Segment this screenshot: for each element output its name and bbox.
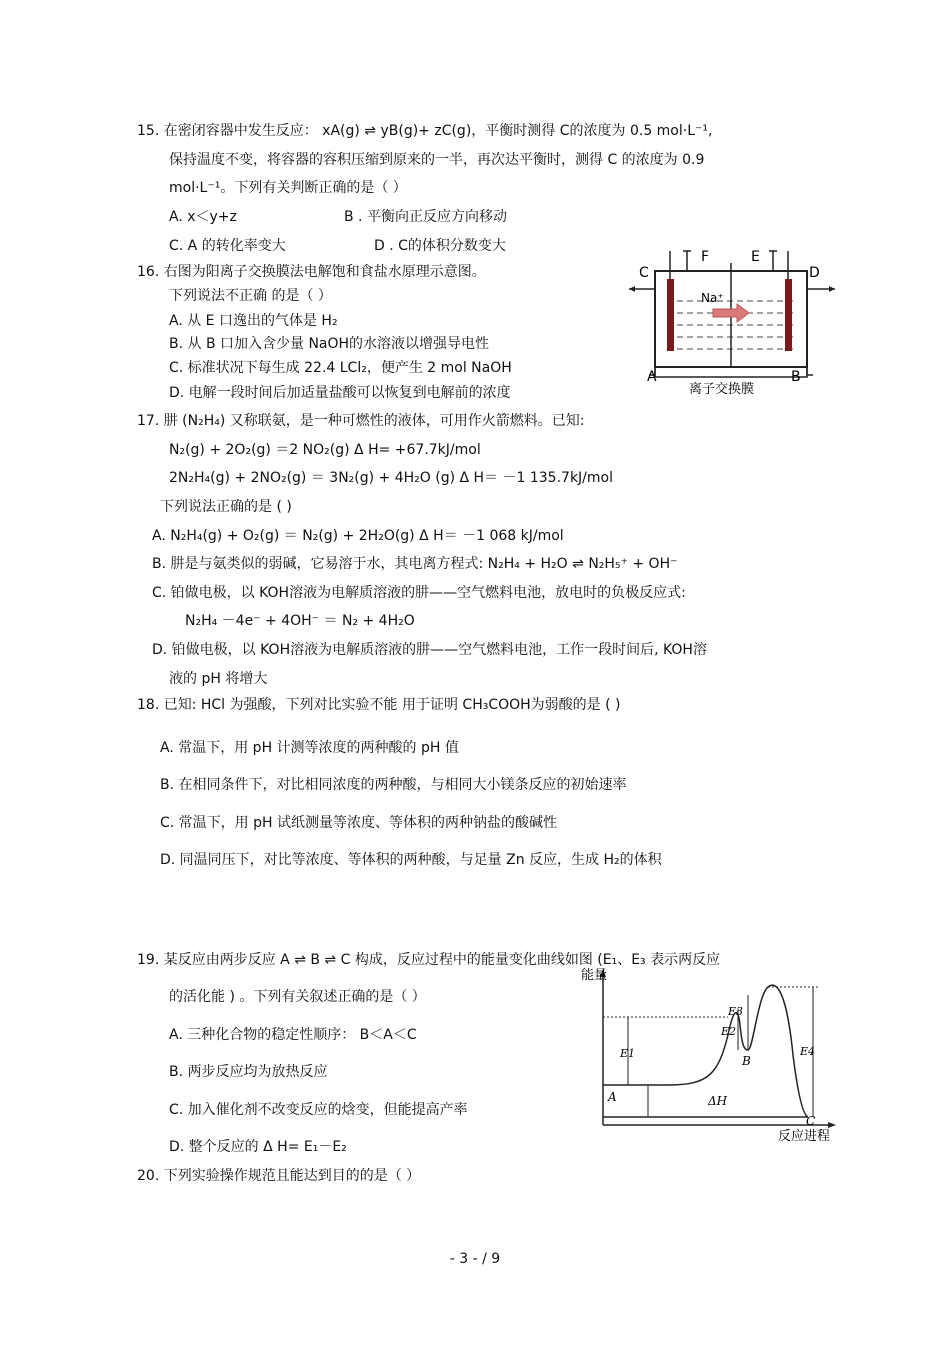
q15-option-c: C. A 的转化率变大 bbox=[169, 238, 286, 254]
point-a-label: A bbox=[608, 1090, 617, 1104]
q17-stem-line1: 17. 肼 (N₂H₄) 又称联氨，是一种可燃性的液体，可用作火箭燃料。已知: bbox=[137, 413, 585, 429]
q15-option-a: A. x＜y+z bbox=[169, 209, 237, 225]
reaction-progress-label: 反应进程 bbox=[778, 1129, 831, 1144]
q19-stem-line2: 的活化能 ) 。下列有关叙述正确的是（ ） bbox=[169, 989, 426, 1005]
q17-equation-2: 2N₂H₄(g) + 2NO₂(g) ＝ 3N₂(g) + 4H₂O (g) Δ H＝ －1 135.7kJ/mol bbox=[169, 470, 613, 486]
q17-option-d-line1: D. 铂做电极，以 KOH溶液为电解质溶液的肼——空气燃料电池，工作一段时间后, KOH溶 bbox=[152, 642, 707, 658]
q16-option-a: A. 从 E 口逸出的气体是 H₂ bbox=[169, 313, 338, 329]
e4-label: E4 bbox=[800, 1045, 816, 1058]
q16-stem-line2: 下列说法不正确 的是（ ） bbox=[169, 288, 332, 304]
q15-stem-line2: 保持温度不变，将容器的容积压缩到原来的一半，再次达平衡时，测得 C 的浓度为 0.9 bbox=[169, 152, 705, 168]
page-number: - 3 - / 9 bbox=[449, 1251, 501, 1267]
q20-stem: 20. 下列实验操作规范且能达到目的的是（ ） bbox=[137, 1168, 421, 1184]
q19-option-a: A. 三种化合物的稳定性顺序： B＜A＜C bbox=[169, 1027, 417, 1043]
e3-label: E3 bbox=[728, 1005, 744, 1018]
q17-stem-line4: 下列说法正确的是 ( ) bbox=[160, 499, 292, 515]
q19-stem-line1: 19. 某反应由两步反应 A ⇌ B ⇌ C 构成，反应过程中的能量变化曲线如图 (E₁、E₃ 表示两反应 bbox=[137, 952, 721, 968]
label-a: A bbox=[647, 369, 657, 385]
e1-label: E1 bbox=[620, 1047, 636, 1060]
q15-stem-line1: 15. 在密闭容器中发生反应： xA(g) ⇌ yB(g)+ zC(g)，平衡时测得 C的浓度为 0.5 mol·L⁻¹, bbox=[137, 123, 713, 139]
energy-axis-label: 能量 bbox=[581, 968, 608, 983]
q18-option-c: C. 常温下，用 pH 试纸测量等浓度、等体积的两种钠盐的酸碱性 bbox=[160, 815, 557, 831]
q16-option-c: C. 标准状况下每生成 22.4 LCl₂，便产生 2 mol NaOH bbox=[169, 360, 512, 376]
q16-stem-line1: 16. 右图为阳离子交换膜法电解饱和食盐水原理示意图。 bbox=[137, 264, 486, 280]
q16-option-d: D. 电解一段时间后加适量盐酸可以恢复到电解前的浓度 bbox=[169, 385, 511, 401]
membrane-label: 离子交换膜 bbox=[689, 382, 755, 397]
q17-option-c-line2: N₂H₄ －4e⁻ + 4OH⁻ ＝ N₂ + 4H₂O bbox=[185, 613, 415, 629]
electrolysis-cell-diagram bbox=[625, 243, 840, 398]
q17-option-a: A. N₂H₄(g) + O₂(g) ＝ N₂(g) + 2H₂O(g) Δ H＝ －1 068 kJ/mol bbox=[152, 528, 564, 544]
q18-option-a: A. 常温下，用 pH 计测等浓度的两种酸的 pH 值 bbox=[160, 740, 459, 756]
label-b: B bbox=[791, 369, 801, 385]
q15-stem-line3: mol·L⁻¹。下列有关判断正确的是（ ） bbox=[169, 180, 407, 196]
e2-label: E2 bbox=[721, 1025, 737, 1038]
q15-option-b: B . 平衡向正反应方向移动 bbox=[344, 209, 507, 225]
q17-option-c-line1: C. 铂做电极，以 KOH溶液为电解质溶液的肼——空气燃料电池，放电时的负极反应式: bbox=[152, 585, 686, 601]
q19-option-c: C. 加入催化剂不改变反应的焓变，但能提高产率 bbox=[169, 1102, 468, 1118]
q16-option-b: B. 从 B 口加入含少量 NaOH的水溶液以增强导电性 bbox=[169, 336, 490, 352]
q17-option-b: B. 肼是与氨类似的弱碱，它易溶于水，其电离方程式: N₂H₄ + H₂O ⇌ N₂H₅⁺ + OH⁻ bbox=[152, 556, 678, 572]
q17-equation-1: N₂(g) + 2O₂(g) ＝2 NO₂(g) Δ H= +67.7kJ/mol bbox=[169, 442, 481, 458]
label-d: D bbox=[809, 265, 820, 281]
q19-option-b: B. 两步反应均为放热反应 bbox=[169, 1064, 328, 1080]
label-c: C bbox=[639, 265, 649, 281]
label-f: F bbox=[701, 249, 710, 265]
delta-h-label: ΔH bbox=[708, 1094, 728, 1108]
na-ion-label: Na⁺ bbox=[701, 291, 724, 305]
point-c-label: C bbox=[806, 1114, 816, 1128]
energy-profile-graph bbox=[578, 965, 838, 1145]
q18-stem-line1: 18. 已知: HCl 为强酸，下列对比实验不能 用于证明 CH₃COOH为弱酸的是 ( ) bbox=[137, 697, 621, 713]
q19-option-d: D. 整个反应的 Δ H= E₁－E₂ bbox=[169, 1139, 347, 1155]
point-b-label: B bbox=[742, 1054, 751, 1068]
q18-option-d: D. 同温同压下，对比等浓度、等体积的两种酸，与足量 Zn 反应，生成 H₂的体积 bbox=[160, 852, 662, 868]
q15-option-d: D . C的体积分数变大 bbox=[374, 238, 506, 254]
q17-option-d-line2: 液的 pH 将增大 bbox=[169, 671, 268, 687]
q18-option-b: B. 在相同条件下，对比相同浓度的两种酸，与相同大小镁条反应的初始速率 bbox=[160, 777, 627, 793]
label-e: E bbox=[751, 249, 760, 265]
